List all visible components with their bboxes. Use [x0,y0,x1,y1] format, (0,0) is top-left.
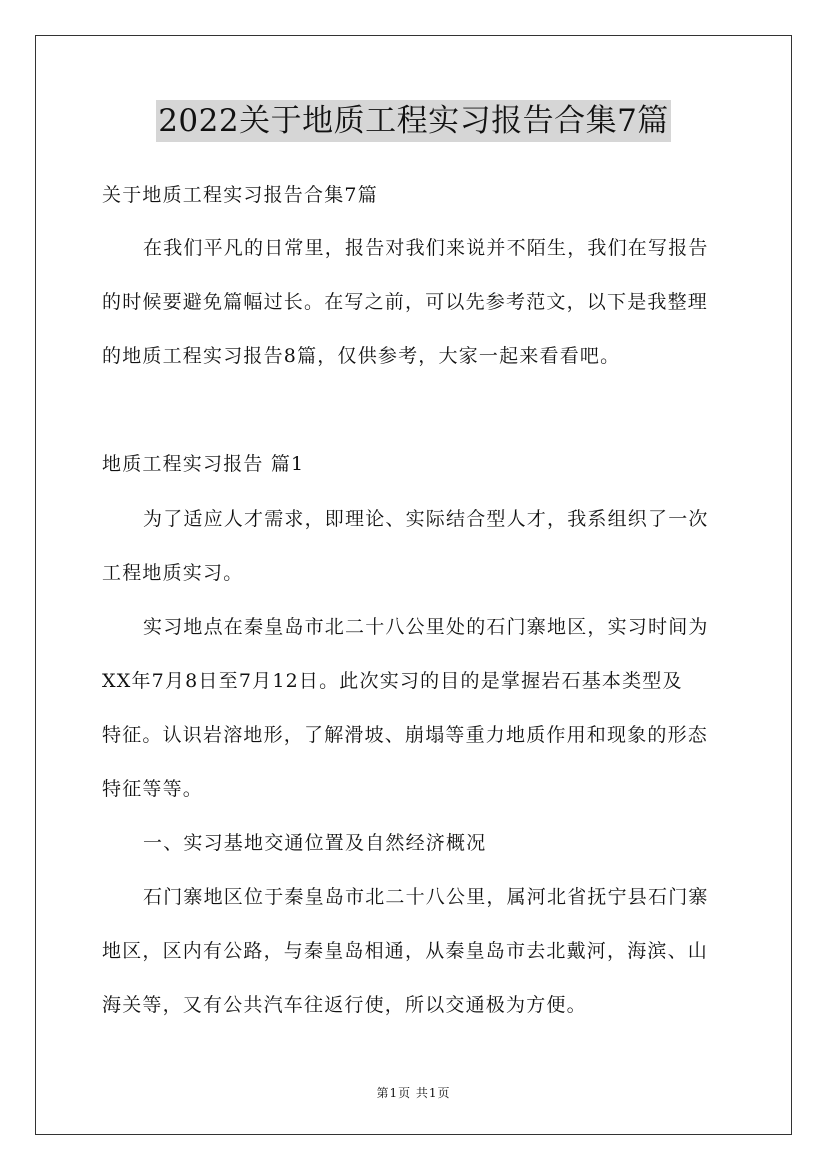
para2-line-1: 实习地点在秦皇岛市北二十八公里处的石门寨地区，实习时间为 [143,616,709,638]
intro-line-3: 的地质工程实习报告8篇，仅供参考，大家一起来看看吧。 [102,345,621,367]
para3-line-1: 石门寨地区位于秦皇岛市北二十八公里，属河北省抚宁县石门寨 [143,886,709,908]
para2-line-4: 特征等等。 [102,778,204,800]
para2-line-3: 特征。认识岩溶地形，了解滑坡、崩塌等重力地质作用和现象的形态 [102,724,709,746]
para1-line-1: 为了适应人才需求，即理论、实际结合型人才，我系组织了一次 [143,508,709,530]
para1-line-2: 工程地质实习。 [102,562,244,584]
document-subtitle: 关于地质工程实习报告合集7篇 [102,184,378,206]
intro-line-2: 的时候要避免篇幅过长。在写之前，可以先参考范文，以下是我整理 [102,291,709,313]
intro-line-1: 在我们平凡的日常里，报告对我们来说并不陌生，我们在写报告 [143,237,709,259]
subheading: 一、实习基地交通位置及自然经济概况 [143,832,487,854]
para3-line-2: 地区，区内有公路，与秦皇岛相通，从秦皇岛市去北戴河，海滨、山 [102,940,709,962]
page-footer: 第1页 共1页 [376,1086,451,1100]
document-title [0,100,827,142]
section-heading: 地质工程实习报告 篇1 [102,453,305,475]
para2-line-2: XX年7月8日至7月12日。此次实习的目的是掌握岩石基本类型及 [102,670,683,692]
para3-line-3: 海关等，又有公共汽车往返行使，所以交通极为方便。 [102,994,587,1016]
document-title-text: 2022关于地质工程实习报告合集7篇 [156,100,671,142]
